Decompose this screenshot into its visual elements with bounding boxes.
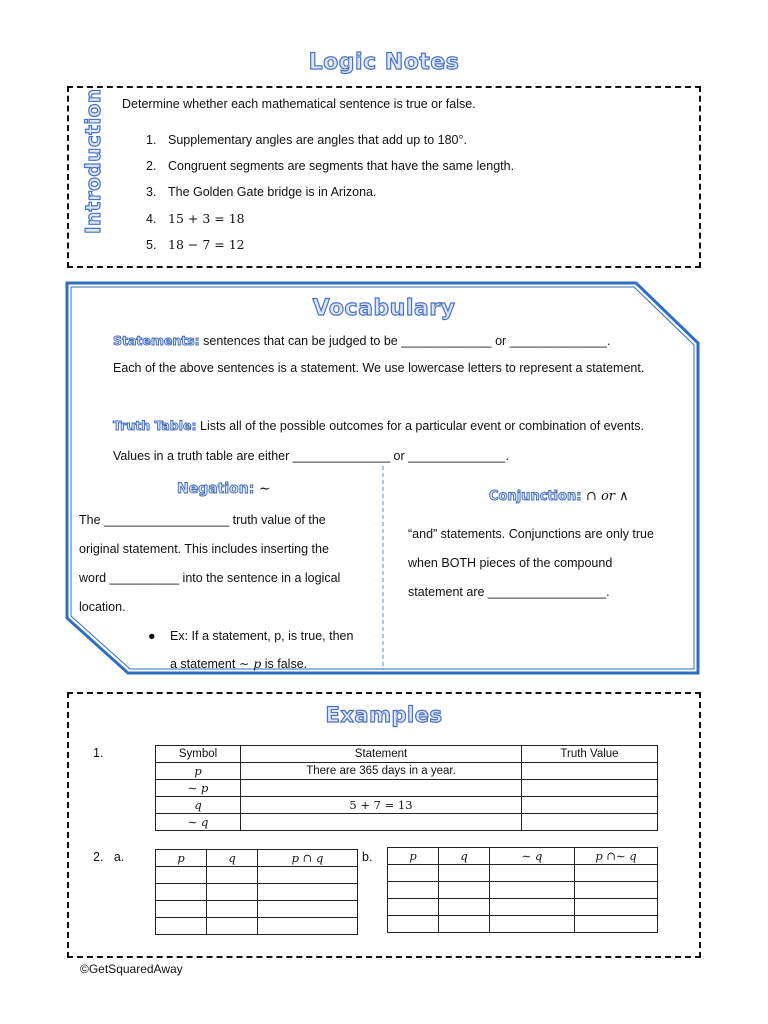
table-row	[156, 867, 358, 884]
conjunction-heading: Conjunction: ∩ or ∧	[489, 489, 629, 504]
table-cell[interactable]	[156, 867, 207, 884]
table-cell[interactable]	[207, 918, 258, 935]
table-cell[interactable]	[258, 901, 358, 918]
table-cell[interactable]	[258, 884, 358, 901]
truth-table-line	[113, 418, 644, 433]
table-cell[interactable]	[207, 884, 258, 901]
table-row: ∼ q	[156, 814, 658, 831]
table-cell[interactable]	[156, 901, 207, 918]
table-cell[interactable]	[490, 916, 575, 933]
list-item: 1. Supplementary angles are angles that add up to 180°.	[146, 133, 467, 147]
list-item: 5. 18 − 7 = 12	[146, 237, 245, 252]
negation-definition: The __________________ truth value of the original statement. This includes inserting the word __________ into the sentence in a logical location.	[79, 513, 341, 614]
table-cell[interactable]	[439, 865, 490, 882]
statements-note: Each of the above sentences is a statement. We use lowercase letters to represent a statement.	[113, 361, 645, 375]
table-cell[interactable]	[388, 899, 439, 916]
tilde-symbol: ∼	[258, 481, 271, 497]
table-row: q 5 + 7 = 13	[156, 797, 658, 814]
vocabulary-heading: Vocabulary	[312, 296, 456, 321]
table-row	[156, 918, 358, 935]
table-row	[156, 901, 358, 918]
list-item: 3. The Golden Gate bridge is in Arizona.	[146, 185, 377, 199]
table-cell[interactable]	[439, 882, 490, 899]
statements-line	[113, 333, 610, 348]
table-cell[interactable]	[156, 884, 207, 901]
conjunction-definition: “and” statements. Conjunctions are only true when BOTH pieces of the compound statement are _________________.	[408, 527, 654, 599]
truth-value-cell[interactable]	[522, 780, 658, 797]
table-cell[interactable]	[156, 918, 207, 935]
table-cell[interactable]	[575, 899, 658, 916]
table-row	[388, 865, 658, 882]
table-cell[interactable]	[388, 882, 439, 899]
table-row	[388, 882, 658, 899]
table-cell[interactable]	[258, 918, 358, 935]
truth-table-term: Truth Table:	[113, 418, 197, 433]
table-row: ∼ p	[156, 780, 658, 797]
table-cell[interactable]	[258, 867, 358, 884]
negation-example: ● Ex: If a statement, p, is true, then a statement ∼ p is false.	[148, 622, 353, 678]
example-2-number: 2. a.	[93, 850, 125, 864]
negation-heading: Negation: ∼	[177, 481, 271, 497]
statement-cell[interactable]	[241, 814, 522, 831]
table-cell[interactable]	[490, 865, 575, 882]
table-cell[interactable]	[439, 916, 490, 933]
conjunction-symbol: ∩ or ∧	[585, 489, 629, 504]
truth-table-definition: Lists all of the possible outcomes for a particular event or combination of events.	[200, 419, 644, 433]
introduction-prompt: Determine whether each mathematical sentence is true or false.	[122, 97, 476, 111]
statements-term: Statements:	[113, 333, 200, 348]
truth-table-note: Values in a truth table are either ______________ or ______________.	[113, 449, 509, 463]
example-2b-table: p q ∼ q p ∩∼ q	[387, 847, 658, 933]
example-2a-table: p q p ∩ q	[155, 849, 358, 935]
table-cell[interactable]	[490, 882, 575, 899]
example-1-table: Symbol Statement Truth Value p There are 365 days in a year. ∼ p q 5 + 7 = 13 ∼ q	[155, 745, 658, 831]
table-cell[interactable]	[207, 901, 258, 918]
examples-heading: Examples	[325, 703, 443, 727]
table-cell[interactable]	[575, 882, 658, 899]
page-title: Logic Notes	[308, 50, 460, 75]
table-row	[388, 899, 658, 916]
truth-value-cell[interactable]	[522, 797, 658, 814]
truth-value-cell[interactable]	[522, 814, 658, 831]
table-cell[interactable]	[575, 916, 658, 933]
statements-definition: sentences that can be judged to be _____________ or ______________.	[203, 334, 611, 348]
list-item: 4. 15 + 3 = 18	[146, 211, 245, 226]
table-cell[interactable]	[575, 865, 658, 882]
table-row	[156, 884, 358, 901]
table-cell[interactable]	[439, 899, 490, 916]
table-cell[interactable]	[388, 916, 439, 933]
bullet-icon: ●	[148, 629, 156, 643]
example-1-number: 1.	[93, 746, 104, 760]
table-cell[interactable]	[388, 865, 439, 882]
example-2b-label: b.	[362, 850, 373, 864]
introduction-side-label: Introduction	[81, 88, 105, 234]
list-item: 2. Congruent segments are segments that have the same length.	[146, 159, 515, 173]
introduction-list	[146, 133, 514, 263]
table-cell[interactable]	[207, 867, 258, 884]
truth-value-cell[interactable]	[522, 763, 658, 780]
table-row	[388, 916, 658, 933]
footer-copyright: ©GetSquaredAway	[80, 962, 183, 976]
statement-cell[interactable]	[241, 780, 522, 797]
table-cell[interactable]	[490, 899, 575, 916]
table-row: p There are 365 days in a year.	[156, 763, 658, 780]
